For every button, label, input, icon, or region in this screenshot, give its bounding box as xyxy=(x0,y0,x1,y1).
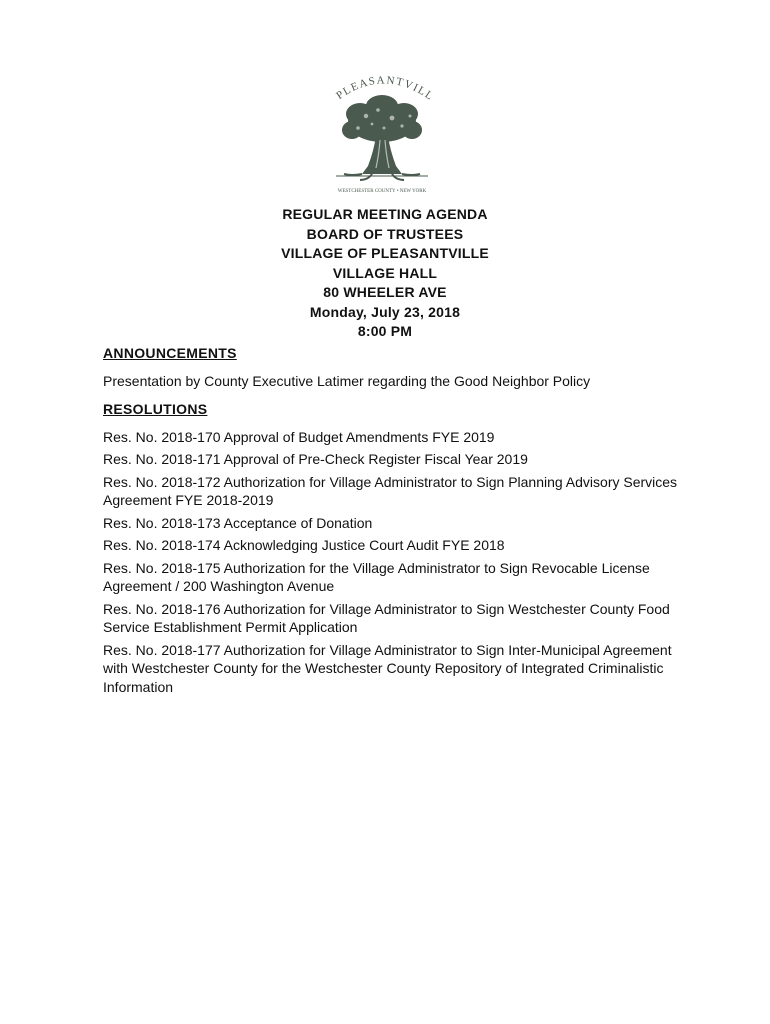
seal-top-text: PLEASANTVILL xyxy=(334,74,437,104)
resolutions-heading: RESOLUTIONS xyxy=(103,401,208,417)
oak-tree-seal-icon xyxy=(322,70,442,200)
header-address: 80 WHEELER AVE xyxy=(323,284,447,300)
resolution-item: Res. No. 2018-173 Acceptance of Donation xyxy=(103,514,373,531)
resolution-item: Res. No. 2018-171 Approval of Pre-Check Register Fiscal Year 2019 xyxy=(103,451,528,467)
agenda-body xyxy=(103,344,683,700)
header-location: VILLAGE HALL xyxy=(332,264,438,281)
announcement-item: Presentation by County Executive Latimer regarding the Good Neighbor Policy xyxy=(103,372,591,389)
header-title: REGULAR MEETING AGENDA xyxy=(282,206,488,222)
resolution-item: Res. No. 2018-177 Authorization for Village Administrator to Sign Inter-Municipal Agreement with Westchester County for the Westchester County Repository of Integrated Criminalistic Information xyxy=(103,641,672,695)
agenda-header xyxy=(0,205,770,342)
header-date: Monday, July 23, 2018 xyxy=(309,303,461,320)
announcements-heading: ANNOUNCEMENTS xyxy=(103,345,237,361)
resolution-item: Res. No. 2018-172 Authorization for Village Administrator to Sign Planning Advisory Services Agreement FYE 2018-2019 xyxy=(103,473,678,508)
village-seal xyxy=(322,70,442,200)
resolution-item: Res. No. 2018-174 Acknowledging Justice Court Audit FYE 2018 xyxy=(103,537,505,553)
resolution-item: Res. No. 2018-175 Authorization for the Village Administrator to Sign Revocable License Agreement / 200 Washington Avenue xyxy=(103,559,650,594)
header-board: BOARD OF TRUSTEES xyxy=(306,225,464,242)
resolution-item: Res. No. 2018-170 Approval of Budget Amendments FYE 2019 xyxy=(103,428,495,445)
header-village: VILLAGE OF PLEASANTVILLE xyxy=(281,245,489,261)
resolution-item: Res. No. 2018-176 Authorization for Village Administrator to Sign Westchester County Food Service Establishment Permit Application xyxy=(103,600,670,635)
header-time: 8:00 PM xyxy=(357,323,413,339)
seal-bottom-text: WESTCHESTER COUNTY • NEW YORK xyxy=(337,189,427,194)
resolutions-list xyxy=(103,428,683,697)
